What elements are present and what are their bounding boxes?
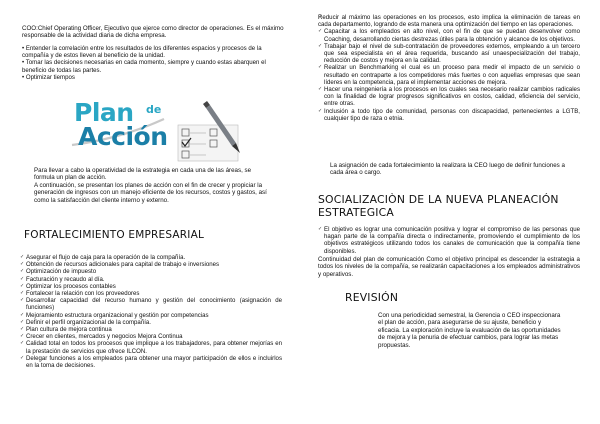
list-item: ✓ Desarrollar capacidad del recurso humano y gestión del conocimiento (asignación de funciones) <box>20 297 282 311</box>
list-item: ✓ Fortalecer la relación con los proveedores <box>20 290 282 297</box>
list-item: ✓ Optimizar los procesos contables <box>20 283 282 290</box>
list-item: ✓ Reducir al máximo las operaciones en los procesos, esto implica la eliminación de tareas en cada departamento, logrando de esta manera una optimización del tiempo en las operaciones. <box>318 14 580 28</box>
list-item: • Entender la correlación entre los resultados de los diferentes espacios y procesos de la compañía y de estos lleven al beneficio de la unidad. <box>22 45 262 60</box>
list-item: ✓ Plan cultura de mejora continua <box>20 326 282 333</box>
section-heading-fortalecimiento: FORTALECIMIENTO EMPRESARIAL <box>24 229 205 241</box>
list-item: ✓ Obtención de recursos adicionales para capital de trabajo e inversiones <box>20 261 282 268</box>
section-heading-revision: REVISIÓN <box>345 291 399 304</box>
section-heading-socializacion <box>318 193 559 219</box>
socializacion-paragraph: Continuidad del plan de comunicación Como el objetivo principal es descender la estrategia a todos los niveles de la compañía, se realizarán capacitaciones a los empleados administrativos y operativos. <box>318 256 580 278</box>
list-item: ✓ El objetivo es lograr una comunicación positiva y lograr el compromiso de las personas que hagan parte de la compañía directa o indirectamente, promoviendo el cumplimiento de los objetivos estratégicos utilizando todos los canales de comunicación que la compañía tiene disponibles. <box>318 226 580 255</box>
heading-line-1: SOCIALIZACIÒN DE LA NUEVA PLANEACIÓN <box>318 193 559 206</box>
list-item: ✓ Capacitar a los empleados en alto nivel, con el fin de que se puedan desenvolver como Coaching, desarrollando ciertas destrezas útiles para la obtención y alcance de los objetivos. <box>318 28 580 42</box>
fortalecimiento-list <box>20 254 282 369</box>
plan-paragraph-2: A continuación, se presentan los planes de acción con el fin de crecer y propiciar la generación de ingresos con un manejo eficiente de los recursos, costos y gastos, así como la satisfacción del cliente interno y externo. <box>34 182 267 204</box>
list-item: ✓ Asegurar el flujo de caja para la operación de la compañía. <box>20 254 282 261</box>
logo-word-plan: Plan <box>74 98 134 127</box>
plan-de-accion-logo <box>60 95 250 163</box>
list-item: ✓ Crecer en clientes, mercados y negocios Mejora Continua <box>20 333 282 340</box>
list-item: ✓ Delegar funciones a los empleados para obtener una mayor participación de ellos e incluirlos en la toma de decisiones. <box>20 355 282 369</box>
checklist-graphic <box>178 125 238 161</box>
list-item: ✓ Mejoramiento estructura organizacional y gestión por competencias <box>20 312 282 319</box>
coo-bullet-list <box>22 45 282 81</box>
list-item: ✓ Realizar un Benchmarking el cual es un proceso para medir el impacto de un servicio o resultado en contraparte a los competidores más fuertes o con aquellas empresas que sean líderes en la competencia, para el implementar acciones de mejora. <box>318 64 580 86</box>
revision-paragraph: Con una periodicidad semestral, la Gerencia o CEO inspeccionara el plan de acción, para asegurarse de su ajuste, beneficio y eficacia. La exploración incluye la evaluación de las oportunidades de mejora y la penuria de efectuar cambios, para lograr las metas propuestas. <box>378 312 561 349</box>
socializacion-list <box>318 226 580 255</box>
list-item: ✓ Trabajar bajo el nivel de sub-contratación de proveedores externos, empleando a un tercero que sea especialista en el área requerida, buscando así unaespecialización del trabajo, reducción de costos y mejora en la calidad. <box>318 43 580 65</box>
list-item: ✓ Optimización de impuesto <box>20 268 282 275</box>
logo-word-de: de <box>146 103 162 116</box>
logo-word-accion: Acción <box>78 122 168 151</box>
list-item: ✓ Facturación y recaudo al día. <box>20 276 282 283</box>
closing-paragraph: La asignación de cada fortalecimiento la realizara la CEO luego de definir funciones a cada área o cargo. <box>330 162 565 177</box>
intro-paragraph: COO:Chief Operating Officer, Ejecutivo que ejerce como director de operaciones. Es el máximo responsable de la actividad diaria de dicha empresa. <box>22 25 284 40</box>
heading-line-2: ESTRATEGICA <box>318 206 394 219</box>
list-item: ✓ Inclusión a todo tipo de comunidad, personas con discapacidad, pertenecientes a LGTB, cualquier tipo de raza o etnia. <box>318 108 580 122</box>
list-item: • Tomar las decisiones necesarias en cada momento, siempre y cuando estas abarquen el beneficio de todas las partes. <box>22 59 266 74</box>
list-item: ✓ Definir el perfil organizacional de la compañía. <box>20 319 282 326</box>
improvement-list <box>318 14 580 122</box>
list-item: ✓ Calidad total en todos los procesos que implique a los trabajadores, para obtener mejorías en la prestación de servicios que ofrece ILCON. <box>20 340 282 354</box>
list-item: ✓ Hacer una reingeniería a los procesos en los cuales sea necesario realizar cambios radicales con la finalidad de lograr progresos significativos en costos, calidad, eficiencia del servicio, entre otras. <box>318 86 580 108</box>
list-item: • Optimizar tiempos <box>22 73 75 81</box>
plan-paragraph-1: Para llevar a cabo la operatividad de la estrategia en cada una de las áreas, se formula un plan de acción. <box>34 167 252 182</box>
